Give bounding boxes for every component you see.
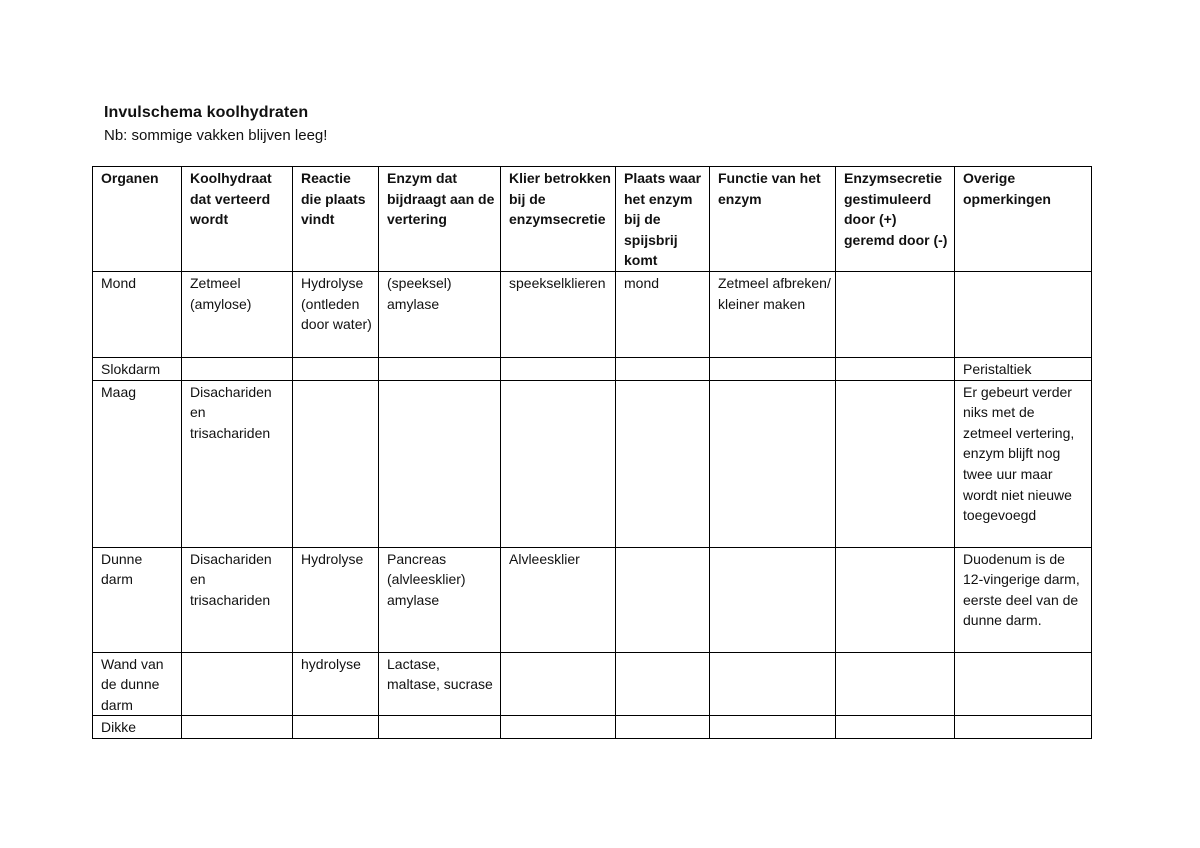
header-cell-opmerkingen: Overige opmerkingen bbox=[955, 167, 1092, 272]
header-row bbox=[93, 167, 1092, 272]
table-cell: speekselklieren bbox=[501, 271, 616, 357]
header-cell-enzymsecretie: Enzymsecretie gestimuleerd door (+) geremd door (-) bbox=[836, 167, 955, 272]
table-cell: Alvleesklier bbox=[501, 547, 616, 652]
table-row-slokdarm bbox=[93, 357, 1092, 380]
table-cell bbox=[955, 271, 1092, 357]
table-cell bbox=[710, 716, 836, 739]
table-cell bbox=[379, 380, 501, 547]
table-cell bbox=[379, 357, 501, 380]
document-subtitle: Nb: sommige vakken blijven leeg! bbox=[104, 127, 328, 144]
table-cell: Duodenum is de 12-vingerige darm, eerste deel van de dunne darm. bbox=[955, 547, 1092, 652]
table-cell bbox=[501, 380, 616, 547]
table-cell bbox=[616, 357, 710, 380]
header-cell-organen: Organen bbox=[93, 167, 182, 272]
table-cell bbox=[616, 547, 710, 652]
table-cell: Peristaltiek bbox=[955, 357, 1092, 380]
table-cell bbox=[293, 357, 379, 380]
header-cell-functie: Functie van het enzym bbox=[710, 167, 836, 272]
header-cell-klier: Klier betrokken bij de enzymsecretie bbox=[501, 167, 616, 272]
table-cell: Disachariden en trisachariden bbox=[182, 547, 293, 652]
table-cell: Hydrolyse (ontleden door water) bbox=[293, 271, 379, 357]
table-row-mond bbox=[93, 271, 1092, 357]
table-cell bbox=[710, 357, 836, 380]
table-cell bbox=[501, 716, 616, 739]
table-cell bbox=[836, 547, 955, 652]
table-cell bbox=[955, 652, 1092, 716]
table-cell: Mond bbox=[93, 271, 182, 357]
table-cell bbox=[710, 652, 836, 716]
table-row-dunne-darm bbox=[93, 547, 1092, 652]
table-cell: Slokdarm bbox=[93, 357, 182, 380]
table-cell: (speeksel) amylase bbox=[379, 271, 501, 357]
table-cell bbox=[501, 357, 616, 380]
table-cell: Hydrolyse bbox=[293, 547, 379, 652]
table-cell: Pancreas (alvleesklier) amylase bbox=[379, 547, 501, 652]
table-cell: mond bbox=[616, 271, 710, 357]
table-cell bbox=[501, 652, 616, 716]
table-cell bbox=[293, 380, 379, 547]
table-row-wand-dunne-darm bbox=[93, 652, 1092, 716]
header-cell-koolhydraat: Koolhydraat dat verteerd wordt bbox=[182, 167, 293, 272]
table-cell bbox=[616, 716, 710, 739]
schema-table bbox=[92, 166, 1092, 739]
table-cell bbox=[182, 357, 293, 380]
table-cell: Disachariden en trisachariden bbox=[182, 380, 293, 547]
table-cell bbox=[710, 547, 836, 652]
table-cell: Lactase, maltase, sucrase bbox=[379, 652, 501, 716]
table-cell bbox=[293, 716, 379, 739]
header-cell-plaats: Plaats waar het enzym bij de spijsbrij komt bbox=[616, 167, 710, 272]
table-cell: Dunne darm bbox=[93, 547, 182, 652]
table-cell bbox=[616, 652, 710, 716]
table-cell bbox=[836, 652, 955, 716]
table-row-dikke bbox=[93, 716, 1092, 739]
header-cell-enzym: Enzym dat bijdraagt aan de vertering bbox=[379, 167, 501, 272]
table-cell bbox=[710, 380, 836, 547]
table-cell bbox=[379, 716, 501, 739]
table-cell bbox=[836, 380, 955, 547]
table-cell: hydrolyse bbox=[293, 652, 379, 716]
table-cell bbox=[836, 716, 955, 739]
table-cell bbox=[182, 652, 293, 716]
table-cell: Er gebeurt verder niks met de zetmeel vertering, enzym blijft nog twee uur maar wordt niet nieuwe toegevoegd bbox=[955, 380, 1092, 547]
table-cell bbox=[836, 357, 955, 380]
table-cell: Zetmeel (amylose) bbox=[182, 271, 293, 357]
table-row-maag bbox=[93, 380, 1092, 547]
table-cell: Wand van de dunne darm bbox=[93, 652, 182, 716]
table-cell bbox=[836, 271, 955, 357]
table-cell bbox=[955, 716, 1092, 739]
table-cell: Zetmeel afbreken/ kleiner maken bbox=[710, 271, 836, 357]
table-cell: Maag bbox=[93, 380, 182, 547]
table-cell: Dikke bbox=[93, 716, 182, 739]
table-cell bbox=[616, 380, 710, 547]
table-cell bbox=[182, 716, 293, 739]
header-cell-reactie: Reactie die plaats vindt bbox=[293, 167, 379, 272]
document-title: Invulschema koolhydraten bbox=[104, 104, 309, 121]
